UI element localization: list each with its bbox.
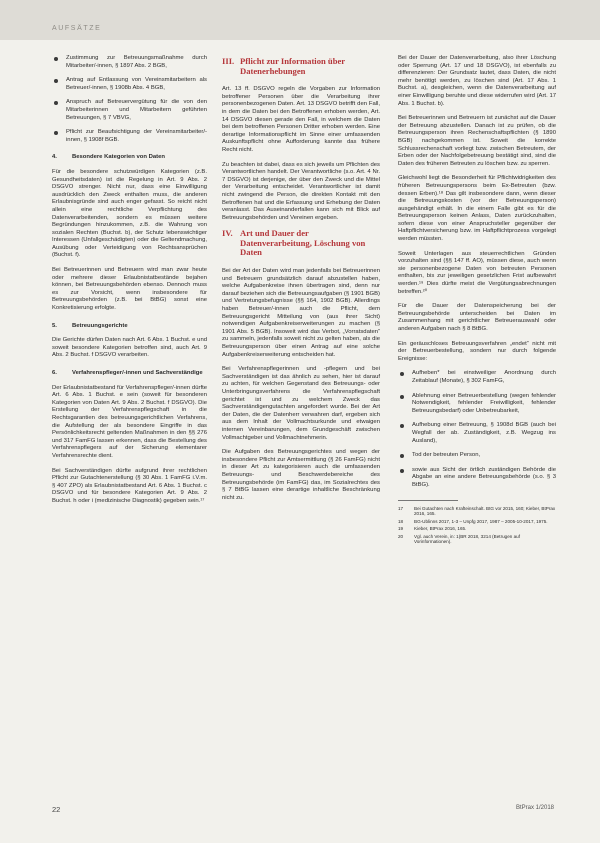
subheading-4: 4. Besondere Kategorien von Daten (52, 154, 165, 161)
paragraph: Für die Dauer der Datenspeicherung bei der Betreuungsbehörde unterscheiden bei Daten im Zusammenhang mit gerichtlicher Betreuerauswahl oder anderen Aufgaben nach § 8 BtBG. (398, 303, 556, 332)
column-left (52, 55, 207, 513)
journal-issue: BtPrax 1/2018 (515, 805, 554, 811)
list-item: Ablehnung einer Betreuerbestellung (wegen fehlender Notwendigkeit, fehlender Freiwilligkeit, fehlender Betreuungsbedarf) oder Unbetreubarkeit, (398, 393, 556, 416)
paragraph: Soweit Unterlagen aus steuerrechtlichen Gründen vorzuhalten sind (§§ 147 ff. AO), müssen diese, auch wenn sie personenbezogene Daten von betreuten Personen enthalten, bis zur jeweiligen gesetzlichen Frist aufbewahrt werden.¹⁹ Dies dürfte meist die Vergütungsabrechnungen betreffen.²⁰ (398, 250, 556, 295)
footnote: 19 Kieber, BtPrax 2016, 165. (398, 526, 467, 532)
bullet-icon (54, 101, 58, 105)
list-item: sowie aus Sicht der örtlich zuständigen Behörde die Abgabe an eine andere Betreuungsbehörde (s.o. § 3 BtBG). (398, 467, 556, 490)
bullet-icon (400, 372, 404, 376)
paragraph: Bei Betreuerinnen und Betreuern wird man zwar heute oder mehrere dieser Erlaubnistatbestände bejahen können, bei Betreuungsbehörden ebenso. Dennoch muss es zur Vorsicht, wenn insbesondere für Betreuungsbehörden (z.B. bei BtBG) sonst eine Konkretisierung erfolgte. (52, 267, 207, 312)
footnote: 17 Bei Gutachten nach Krafteinschalt. BtG vor 2015, 160; Kieber, BtPrax 2016, 165. (398, 505, 556, 517)
section-heading-4: IV. Art und Dauer der Datenverarbeitung, Löschung von Daten (222, 228, 366, 258)
list-item: Aufhebung einer Betreuung, § 1908d BGB (auch bei Wegfall der ab. Zuständigkeit, z.B. Wegzug ins Ausland), (398, 422, 556, 445)
running-head: AUFSÄTZE (52, 25, 102, 32)
paragraph: Bei Sachverständigen dürfte aufgrund ihrer rechtlichen Pflicht zur Gutachtenerstellung (§ 30 Abs. 1 FamFG i.V.m. § 407 ZPO) als Erlaubnistatbestand Art. 6 Abs. 1 Buchst. c DSGVO und für besondere Kategorien Art. 9 Abs. 2 Buchst. h oder i (medizinische Diagnostik) gegeben sein.¹⁷ (52, 467, 207, 504)
bullet-list-events (398, 370, 556, 489)
list-item: Aufheben* bei einstweiliger Anordnung durch Zeitablauf (Monate), § 302 FamFG, (398, 370, 556, 385)
paragraph: Ein geräuschloses Betreuungsverfahren „endet“ nicht mit der Betreuerbestellung, sondern nur durch folgende Ereignisse: (398, 340, 556, 362)
bullet-icon (400, 454, 404, 458)
column-right (398, 55, 556, 547)
subheading-5: 5. Betreuungsgerichte (52, 322, 128, 329)
list-item: Zustimmung zur Betreuungsmaßnahme durch Mitarbeiter/-innen, § 1897 Abs. 2 BGB, (52, 55, 207, 70)
paragraph: Bei der Art der Daten wird man jedenfalls bei Betreuerinnen und Betreuern grundsätzlich darauf abzustellen haben, welche Aufgabenkreise ihnen übertragen sind, denn nur darauf beziehen sich die Betreuungsaufgaben (§ 1901 BGB) und Vertretungsbefugnisse (§§ 164, 1902 BGB). Allerdings haben Betreuer/-innen auch die Pflicht, dem Betreuungsgericht Mitteilung von (aus ihrer Sicht) notwendigen Aufgabenkreiserweiterungen zu machen (§ 1901 Abs. 5 BGB). Insoweit wird das Verbot, „Vorratsdaten“ zu sammeln, jedenfalls soweit nicht zu gelten haben, als die Betreuungsperson über einen Antrag auf eine solche Aufgabenkreiserweiterung entscheiden hat. (222, 268, 380, 358)
bullet-icon (54, 79, 58, 83)
paragraph: Bei Betreuerinnen und Betreuern ist zunächst auf die Dauer der Betreuung abzustellen. Danach ist zu prüfen, ob die Betreuungsperson ihren Rechenschaftspflichten (§ 1890 BGB) nachgekommen ist. Soweit die korrekte Schlussrechenschaft vorliegt bzw. zwischen Betreutem, der Erben oder der Nachfolgebetreuung bestätigt sind, sind die Daten des früheren Betreuten zu löschen bzw. zu sperren. (398, 115, 556, 167)
paragraph: Bei Verfahrenspflegerinnen und -pflegern und bei Sachverständigen ist das ähnlich zu sehen, hier ist darauf zu achten, für welchen Gegenstand des Betreuungs- oder Unterbringungsverfahrens die Verfahrenspflegschaft gerichtet ist und zu welchem Zweck das Sachverständigengutachten angefordert wurde. Bei der Art der Daten, die der Datenherr verwahren darf, ergeben sich aus dem Inhalt der Vollmachtsurkunde und etwaigen internen Vereinbarungen, dem Grundgeschäft zwischen Vollmachtgeber und Vollmachtnehmerin. (222, 366, 380, 441)
page-number: 22 (52, 805, 61, 814)
list-item: Tod der betreuten Person, (398, 452, 556, 460)
bullet-icon (400, 424, 404, 428)
list-item: Antrag auf Entlassung von Vereinsmitarbeitern als Betreuer/-innen, § 1908b Abs. 4 BGB, (52, 77, 207, 92)
bullet-icon (400, 469, 404, 473)
paragraph: Art. 13 ff. DSGVO regeln die Vorgaben zur Information betroffener Personen über die Verarbeitung ihrer personenbezogenen Daten. Art. 13 DSGVO betrifft den Fall, in dem die Daten bei den Betroffenen erhoben werden, Art. 14 DSGVO diesen gerade den Fall, in welchem die Daten bei dem betroffenen Personen Dritter erhoben werden. Eine derartige Informationspflicht im Sinne einer umfassenden Auskunftspflicht ohne Aufforderung kannte das frühere Recht nicht. (222, 86, 380, 153)
running-head-bar (0, 0, 600, 40)
footnote: 18 BG-Ublinns 2017, 1-3 – Unpfg 2017, 1987 – 2005-10-2017, 1975. (398, 518, 548, 524)
list-item: Anspruch auf Betreuervergütung für die von den Mitarbeiterinnen und Mitarbeitern geführten Betreuungen, § 7 VBVG, (52, 99, 207, 122)
bullet-list-top (52, 55, 207, 144)
paragraph: Die Gerichte dürfen Daten nach Art. 6 Abs. 1 Buchst. e und soweit besondere Kategorien betroffen sind, auch Art. 9 Abs. 2 Buchst. f DSGVO verarbeiten. (52, 337, 207, 359)
column-middle (222, 55, 380, 509)
bullet-icon (54, 57, 58, 61)
section-heading-3: III. Pflicht zur Information über Datenerhebungen (222, 56, 345, 76)
subheading-6: 6. Verfahrenspfleger/-innen und Sachverständige (52, 370, 203, 376)
list-item: Pflicht zur Beaufsichtigung der Vereinsmitarbeiter/-innen, § 1908f BGB. (52, 129, 207, 144)
paragraph: Zu beachten ist dabei, dass es sich jeweils um Pflichten des Verantwortlichen handelt. Der Verantwortliche (s.o. Art. 4 Nr. 7 DSGVO) ist derjenige, der über den Zweck und die Mittel der Verarbeitung entscheidet. Verantwortlicher ist damit nicht zwingend die Person, die direkten Kontakt mit den Betroffenen hat und die Erfassung und Erhebung der Daten veranlasst. Das Auseinanderfallen kann sich mit Blick auf Betreuungsbehörden und Vereinen ergeben. (222, 161, 380, 221)
paragraph: Gleichwohl liegt die Besonderheit für Pflichtwidrigkeiten des früheren Betreuungspersons beim Ex-Betreuten (bzw. dessen Erben).¹⁸ Das gilt insbesondere dann, wenn dieser die Betreuungskosten (vor der Betreuungsperson) ausgehändigt erhält. In die einem Falle gibt es für die Betreuungsperson keinen Anlass, Daten zurückzuhalten, sofern diese von einer Anspruchsteller gegenüber der Haftpflichtversicherung bzw. im Haftpflichtprozess vorgelegt werden müssten. (398, 175, 556, 243)
paragraph: Bei der Dauer der Datenverarbeitung, also ihrer Löschung oder Sperrung (Art. 17 und 18 DSGVO), ist ebenfalls zu differenzieren: Der Grundsatz lautet, dass Daten, die nicht mehr benötigt werden, zu löschen sind (Art. 17 Abs. 1 Buchst. a), desgleichen, wenn die Datenverarbeitung auf einer Einwilligung beruhte und diese widerrufen wird (Art. 17 Abs. 1 Buchst. b). (398, 55, 556, 107)
footnote-divider (398, 500, 458, 501)
bullet-icon (54, 131, 58, 135)
bullet-icon (400, 395, 404, 399)
footnote: 20 Vgl. auch Verein, in: 1(BR 2018, 3214 (Betrugen auf Vorinformationen). (398, 533, 520, 545)
paragraph: Für die besondere schutzwürdigen Kategorien (z.B. Gesundheitsdaten) ist die Regelung in Art. 9 Abs. 2 DSGVO strenger. Nicht nur, dass eine Einwilligung ausdrücklich den Zweck enthalten muss, die anderen Erlaubnisgründe sind auch enger gefasst. So reicht nicht allein eine rechtliche Verpflichtung des Datenverarbeitenden, sondern es müssen weitere Begründungen hinzukommen, z.B. die Wahrung von sozialen Rechten (Buchst. b), der Schutz lebenswichtiger Interessen (Unfallgeschädigten) oder die Geltendmachung, Ausübung oder Verteidigung von Rechtsansprüchen (Buchst. f). (52, 168, 207, 259)
paragraph: Der Erlaubnistatbestand für Verfahrenspfleger/-innen dürfte Art. 6 Abs. 1 Buchst. e sein (soweit für besonderen Kategorien von Daten Art. 9 Abs. 2 Buchst. f DSGVO). Die Erstellung der Verfahrenspflegschaft in die Rechtsgarantien des betreuungsgerichtlichen Verfahrens, die Aufstellung der als besondere Eingriffe in das Persönlichkeitsrecht geltenden Maßnahmen in den §§ 276 und 317 FamFG lassen erkennen, dass die Bestellung des Verfahrenspflegers auf der Sicherung elementarer Verfahrensrechte dient. (52, 384, 207, 459)
paragraph: Die Aufgaben des Betreuungsgerichtes und wegen der insbesondere Pflicht zur Amtsermittlung (§ 26 FamFG) nicht in dieser Art zu kategorisieren auch die umfassenden Betreuungs- und Beschwerdebereiche des Betreuungsbehörde (im FamFG) das, im Sozialrechtes des § 7 BtBG lassen eine derartige inhaltliche Beschränkung nicht zu. (222, 449, 380, 501)
